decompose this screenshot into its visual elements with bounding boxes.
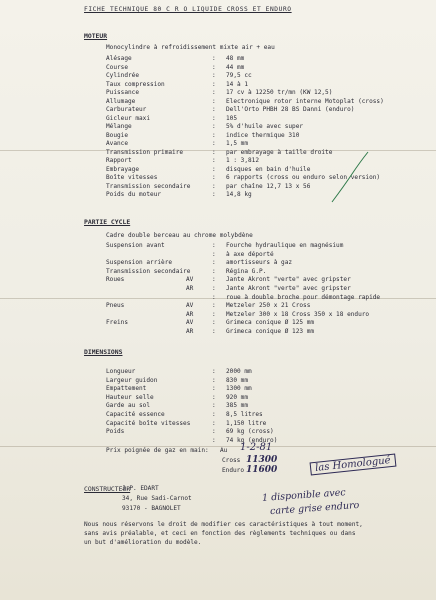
spec-value: Jante Akront "verte" avec gripster (226, 285, 351, 292)
price-enduro-label: Enduro (222, 467, 245, 474)
spec-colon: : (212, 428, 216, 436)
spec-value: indice thermique 310 (226, 131, 300, 139)
spec-label: Puissance (106, 89, 140, 96)
spec-colon: : (212, 123, 216, 130)
spec-label: Taux compression (106, 80, 165, 88)
spec-colon: : (212, 140, 216, 147)
spec-colon: : (212, 148, 216, 156)
handwritten-homologue: las Homologué (310, 454, 397, 476)
spec-value: 385 mm (226, 402, 249, 410)
spec-position: AR (186, 328, 194, 335)
spec-label: Poids du moteur (106, 191, 162, 198)
section-partie-cycle: PARTIE CYCLE (84, 218, 131, 226)
spec-colon: : (212, 97, 216, 105)
spec-colon: : (212, 250, 216, 258)
spec-label: Cylindrée (106, 72, 140, 79)
footer-note: sans avis préalable, et ceci en fonction des règlements techniques ou dans (84, 530, 356, 537)
spec-position: AV (186, 276, 194, 284)
spec-position: AR (186, 310, 194, 318)
spec-colon: : (212, 267, 216, 275)
constructeur-line: 93170 - BAGNOLET (122, 505, 181, 512)
spec-colon: : (212, 402, 216, 410)
spec-value: 79,5 cc (226, 72, 252, 79)
paper-fold (0, 150, 436, 151)
spec-label: Boîte vitesses (106, 174, 158, 181)
spec-label: Embrayage (106, 165, 140, 173)
spec-colon: : (212, 376, 216, 384)
footer-note: Nous nous réservons le droit de modifier ces caractéristiques à tout moment, (84, 521, 363, 528)
spec-position: AR (186, 285, 194, 292)
spec-colon: : (212, 411, 216, 418)
spec-value: Metzeler 250 x 21 Cross (226, 302, 311, 310)
spec-label: Allumage (106, 97, 136, 105)
price-au: Au (220, 447, 228, 454)
spec-label: Capacité boîte vitesses (106, 419, 191, 427)
spec-value: 920 mm (226, 393, 249, 401)
check-mark-icon (330, 150, 370, 208)
spec-value: 48 mm (226, 55, 245, 62)
spec-colon: : (212, 157, 216, 164)
spec-label: Transmission secondaire (106, 182, 191, 190)
section-dimensions: DIMENSIONS (84, 348, 123, 356)
cadre-text: Cadre double berceau au chrome molybdène (106, 232, 253, 239)
spec-colon: : (212, 285, 216, 292)
spec-value: 14,8 kg (226, 191, 252, 198)
spec-label: Transmission secondaire (106, 267, 191, 275)
spec-colon: : (212, 114, 216, 122)
spec-value: 17 cv à 12250 tr/mn (KW 12,5) (226, 89, 333, 96)
spec-colon: : (212, 419, 216, 427)
spec-value: 69 kg (cross) (226, 428, 274, 436)
spec-label: Alésage (106, 55, 132, 62)
spec-colon: : (212, 436, 216, 444)
spec-label: Poids (106, 428, 125, 436)
spec-value: Grimeca conique Ø 123 mm (226, 328, 315, 335)
spec-value: Régina G.P. (226, 267, 267, 275)
spec-value: Dell'Orto PHBH 28 BS Danni (enduro) (226, 106, 355, 113)
spec-colon: : (212, 72, 216, 79)
paper-fold (0, 446, 436, 447)
spec-colon: : (212, 259, 216, 267)
spec-colon: : (212, 328, 216, 335)
handwritten-availability-2: carte grise enduro (269, 499, 360, 518)
spec-label: Empattement (106, 385, 147, 393)
spec-position: AV (186, 302, 194, 310)
spec-value: amortisseurs à gaz (226, 259, 293, 267)
spec-colon: : (212, 63, 216, 71)
spec-colon: : (212, 55, 216, 62)
spec-label: Suspension arrière (106, 259, 173, 267)
spec-colon: : (212, 191, 216, 198)
spec-value: par embrayage à taille droite (226, 148, 333, 156)
spec-value: 1 : 3,812 (226, 157, 260, 164)
spec-label: Capacité essence (106, 411, 165, 418)
spec-value: à axe déporté (226, 250, 274, 258)
spec-label: Garde au sol (106, 402, 151, 410)
spec-colon: : (212, 385, 216, 393)
spec-value: roue à double broche pour démontage rapide (226, 293, 381, 301)
spec-value: 74 kg (enduro) (226, 436, 278, 444)
spec-label: Pneus (106, 302, 125, 310)
spec-colon: : (212, 106, 216, 113)
spec-value: 14 à 1 (226, 80, 249, 88)
moteur-intro: Monocylindre à refroidissement mixte air + eau (106, 44, 275, 51)
spec-value: 2000 mm (226, 368, 252, 375)
spec-label: Avance (106, 140, 129, 147)
spec-value: disques en bain d'huile (226, 165, 311, 173)
handwritten-enduro-price: 11600 (246, 465, 278, 475)
spec-label: Hauteur selle (106, 393, 154, 401)
document-title: FICHE TECHNIQUE 80 C R O LIQUIDE CROSS ET ENDURO (84, 6, 292, 13)
spec-value: Metzeler 300 x 18 Cross 350 x 18 enduro (226, 310, 370, 318)
spec-value: 44 mm (226, 63, 245, 71)
handwritten-cross-price: 11300 (246, 455, 278, 465)
spec-label: Transmission primaire (106, 148, 184, 156)
spec-colon: : (212, 368, 216, 375)
spec-value: Grimeca conique Ø 125 mm (226, 319, 315, 327)
spec-colon: : (212, 276, 216, 284)
spec-colon: : (212, 242, 216, 249)
spec-value: 1,150 litre (226, 419, 267, 427)
spec-colon: : (212, 165, 216, 173)
spec-value: 830 mm (226, 376, 249, 384)
spec-value: 1,5 mm (226, 140, 249, 147)
spec-label: Suspension avant (106, 242, 165, 249)
spec-colon: : (212, 80, 216, 88)
spec-value: 5% d'huile avec super (226, 123, 304, 130)
handwritten-availability-1: 1 disponible avec (261, 487, 347, 504)
spec-value: 6 rapports (cross ou enduro selon version) (226, 174, 381, 181)
spec-colon: : (212, 89, 216, 96)
section-constructeur: CONSTRUCTEUR (84, 485, 131, 493)
spec-label: Roues (106, 276, 125, 284)
spec-value: Jante Akront "verte" avec gripster (226, 276, 351, 284)
spec-label: Largeur guidon (106, 376, 158, 384)
spec-value: Fourche hydraulique en magnésium (226, 242, 344, 249)
spec-label: Rapport (106, 157, 132, 164)
spec-value: 105 (226, 114, 238, 122)
constructeur-line: J.P. EDART (122, 485, 159, 492)
constructeur-line: 34, Rue Sadi-Carnot (122, 495, 192, 502)
spec-label: Bougie (106, 131, 129, 139)
spec-colon: : (212, 302, 216, 310)
spec-position: AV (186, 319, 194, 327)
footer-note: un but d'amélioration du modèle. (84, 539, 202, 546)
price-cross-label: Cross (222, 457, 241, 464)
handwritten-date: 1-2-81 (240, 442, 273, 453)
spec-label: Longueur (106, 368, 136, 375)
spec-colon: : (212, 293, 216, 301)
spec-label: Course (106, 63, 129, 71)
spec-value: 1300 mm (226, 385, 252, 393)
spec-value: 8,5 litres (226, 411, 263, 418)
spec-value: par chaîne 12,7 13 x 56 (226, 182, 311, 190)
spec-colon: : (212, 182, 216, 190)
spec-colon: : (212, 319, 216, 327)
spec-colon: : (212, 310, 216, 318)
spec-colon: : (212, 393, 216, 401)
spec-colon: : (212, 174, 216, 181)
spec-colon: : (212, 131, 216, 139)
price-label: Prix poignée de gaz en main: (106, 447, 209, 454)
spec-label: Carburateur (106, 106, 147, 113)
spec-label: Freins (106, 319, 129, 327)
spec-label: Gicleur maxi (106, 114, 151, 122)
spec-label: Mélange (106, 123, 132, 130)
section-moteur: MOTEUR (84, 32, 108, 40)
spec-value: Electronique rotor interne Motoplat (cross) (226, 97, 384, 105)
